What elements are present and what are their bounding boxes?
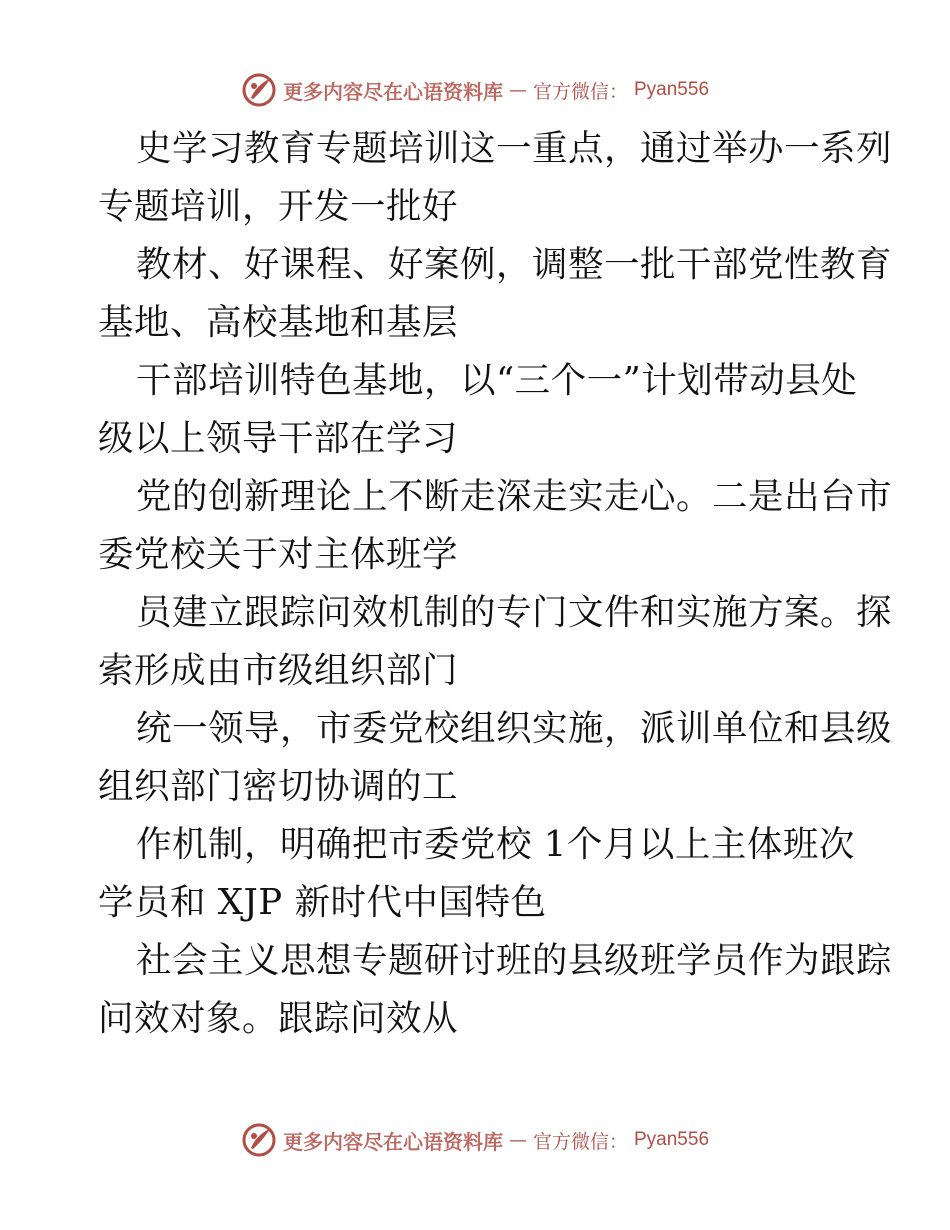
- text-line: 社会主义思想专题研讨班的县级班学员作为跟踪: [136, 940, 893, 981]
- text-line: 干部培训特色基地，以“三个一”计划带动县处: [136, 360, 858, 401]
- watermark-sub-text: 官方微信：: [532, 1130, 628, 1153]
- text-line: 委党校关于对主体班学: [98, 534, 459, 575]
- header-watermark: [0, 70, 950, 110]
- text-line: 学员和 XJP 新时代中国特色: [98, 882, 547, 923]
- text-line: 党的创新理论上不断走深走实走心。二是出台市: [136, 476, 893, 517]
- text-line: 专题培训，开发一批好: [98, 186, 459, 227]
- text-line: 统一领导，市委党校组织实施，派训单位和县级: [136, 708, 893, 749]
- document-body: [98, 120, 893, 1048]
- watermark-id: Pyan556: [634, 79, 710, 100]
- footer-watermark: [0, 1120, 950, 1160]
- text-line: 组织部门密切协调的工: [98, 766, 459, 807]
- text-line: 员建立跟踪问效机制的专门文件和实施方案。探: [136, 592, 893, 633]
- text-line: 问效对象。跟踪问效从: [98, 998, 459, 1039]
- watermark-sub-text: 官方微信：: [532, 80, 628, 103]
- text-line: 教材、好课程、好案例，调整一批干部党性教育: [136, 244, 893, 285]
- watermark-main-text: 更多内容尽在心语资料库: [282, 79, 503, 104]
- brush-logo-icon: [241, 72, 277, 108]
- brush-logo-icon: [241, 1122, 277, 1158]
- watermark-dash: —: [508, 1129, 527, 1151]
- text-line: 基地、高校基地和基层: [98, 302, 459, 343]
- text-line: 作机制，明确把市委党校 1个月以上主体班次: [136, 824, 855, 865]
- text-line: 索形成由市级组织部门: [98, 650, 459, 691]
- watermark-id: Pyan556: [634, 1129, 710, 1150]
- watermark-main-text: 更多内容尽在心语资料库: [282, 1129, 503, 1154]
- text-line: 级以上领导干部在学习: [98, 418, 459, 459]
- text-line: 史学习教育专题培训这一重点，通过举办一系列: [136, 128, 893, 169]
- watermark-dash: —: [508, 79, 527, 101]
